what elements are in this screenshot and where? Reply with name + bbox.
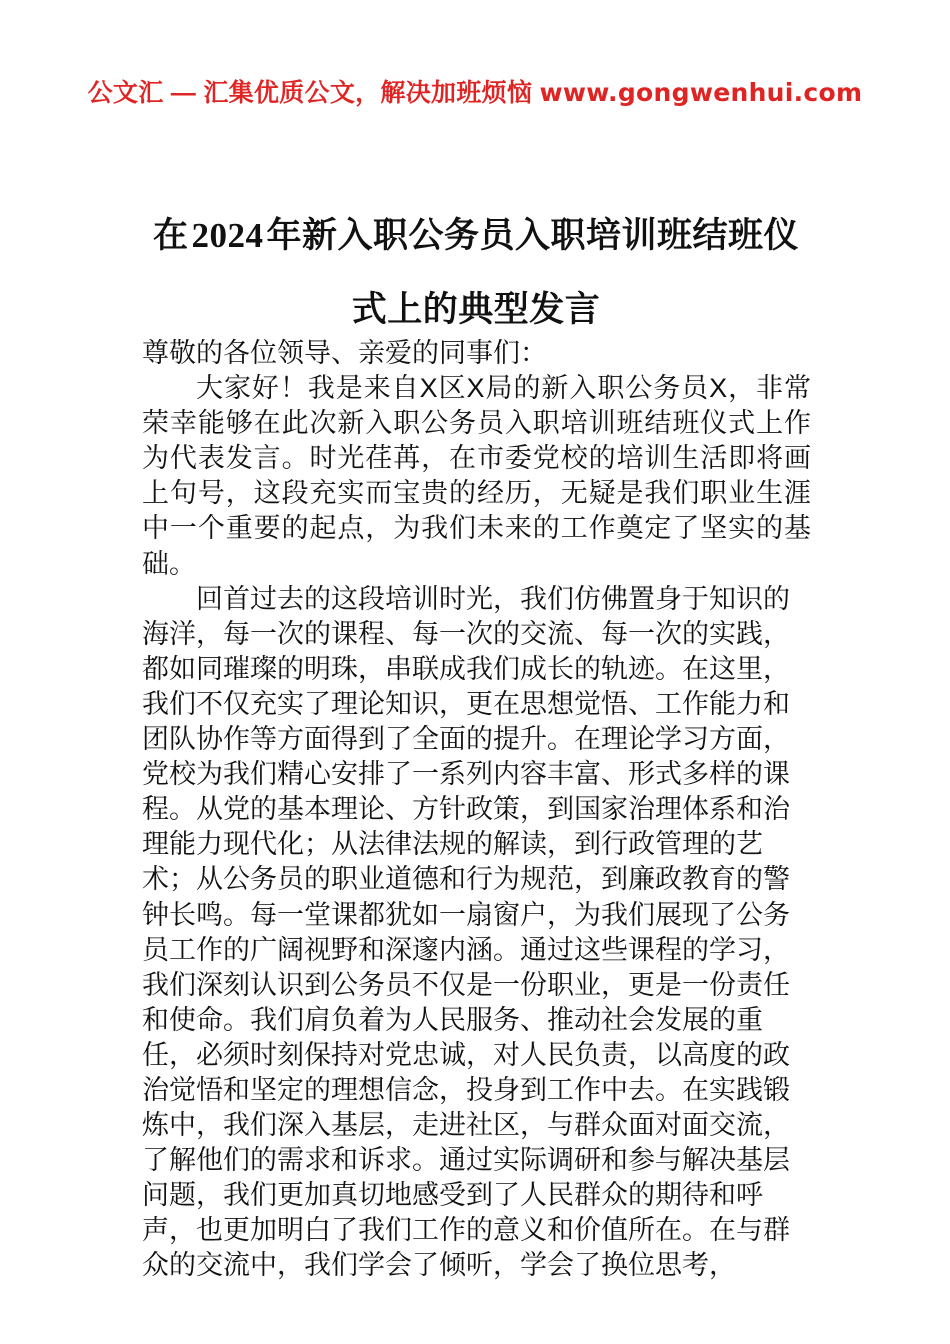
watermark-brand-text: 公文汇 — 汇集优质公文，解决加班烦恼	[87, 79, 533, 107]
site-watermark	[0, 78, 950, 108]
page-title	[140, 199, 812, 347]
title-year: 2024	[191, 216, 264, 256]
body-paragraph-2: 回首过去的这段培训时光，我们仿佛置身于知识的海洋，每一次的课程、每一次的交流、每一次的实践，都如同璀璨的明珠，串联成我们成长的轨迹。在这里，我们不仅充实了理论知识，更在思想觉悟、工作能力和团队协作等方面得到了全面的提升。在理论学习方面，党校为我们精心安排了一系列内容丰富、形式多样的课程。从党的基本理论、方针政策，到国家治理体系和治理能力现代化；从法律法规的解读，到行政管理的艺术；从公务员的职业道德和行为规范，到廉政教育的警钟长鸣。每一堂课都犹如一扇窗户，为我们展现了公务员工作的广阔视野和深邃内涵。通过这些课程的学习，我们深刻认识到公务员不仅是一份职业，更是一份责任和使命。我们肩负着为人民服务、推动社会发展的重任，必须时刻保持对党忠诚，对人民负责，以高度的政治觉悟和坚定的理想信念，投身到工作中去。在实践锻炼中，我们深入基层，走进社区，与群众面对面交流，了解他们的需求和诉求。通过实际调研和参与解决基层问题，我们更加真切地感受到了人民群众的期待和呼声，也更加明白了我们工作的意义和价值所在。在与群众的交流中，我们学会了倾听，学会了换位思考，	[142, 583, 790, 1281]
body-paragraph-1: 大家好！我是来自X区X局的新入职公务员X，非常荣幸能够在此次新入职公务员入职培训班结班仪式上作为代表发言。时光荏苒，在市委党校的培训生活即将画上句号，这段充实而宝贵的经历，无疑是我们职业生涯中一个重要的起点，为我们未来的工作奠定了坚实的基础。	[142, 373, 811, 579]
title-suffix: 年新入职公务员入职培训班结班仪式上的典型发言	[266, 216, 800, 330]
salutation-line: 尊敬的各位领导、亲爱的同事们：	[142, 338, 547, 368]
title-prefix: 在	[152, 216, 189, 256]
document-body	[142, 336, 811, 1284]
watermark-url-text: www.gongwenhui.com	[539, 78, 863, 107]
